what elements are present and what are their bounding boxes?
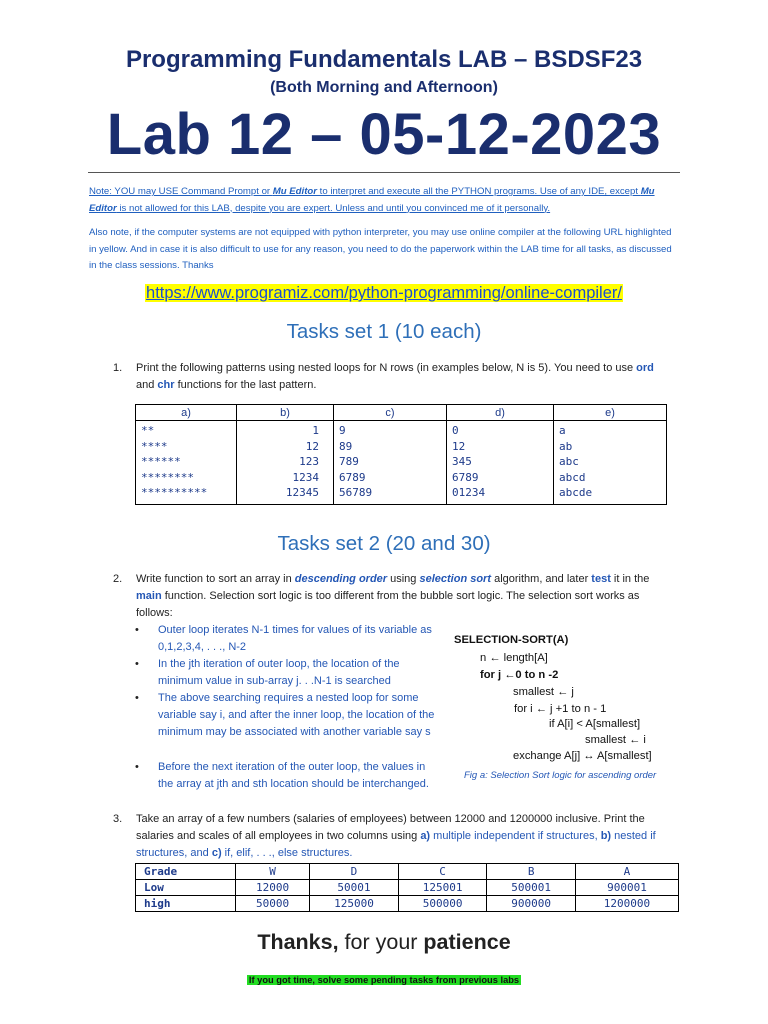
patterns-header-d: d) [447, 405, 554, 421]
high-cell: 1200000 [575, 896, 678, 912]
bullet-2-text: In the jth iteration of outer loop, the location of the minimum value in sub-array j. . .N-1 is searched [158, 658, 400, 687]
task-1-text-b: functions for the last pattern. [174, 379, 317, 391]
bullet-nested-loop [135, 690, 440, 741]
figure-caption: Fig a: Selection Sort logic for ascending order [464, 770, 657, 781]
pattern-col-a [136, 421, 237, 505]
bullet-dot: • [135, 761, 139, 773]
grade-cell: D [310, 864, 399, 880]
bullet-interchange [135, 759, 440, 793]
pattern-e-row-3: abc [559, 455, 579, 468]
pattern-a-row-5: ********** [141, 486, 208, 499]
algorithm-line-5: if A[i] < A[smallest] [549, 718, 641, 730]
selection-sort-figure [452, 630, 672, 770]
pattern-col-d [447, 421, 554, 505]
patterns-header-c: c) [334, 405, 447, 421]
pattern-c-row-3: 789 [339, 455, 359, 468]
pattern-col-b [237, 421, 334, 505]
pattern-b-row-5: 12345 [285, 486, 319, 499]
grade-row [136, 864, 679, 880]
option-a-label: a) [420, 830, 431, 842]
pattern-c-row-1: 9 [339, 424, 346, 437]
algorithm-line-7: exchange A[j] ↔ A[smallest] [513, 750, 652, 762]
pattern-a-row-1: ** [141, 424, 155, 437]
pattern-c-row-2: 89 [339, 439, 353, 453]
pending-tasks-text: If you got time, solve some pending tasks from previous labs [248, 975, 520, 985]
grade-cell: B [487, 864, 576, 880]
option-c-label: c) [211, 847, 222, 859]
note-ide-text-b: to interpret and execute all the PYTHON programs. Use of any IDE, except [317, 186, 641, 197]
algorithm-line-1: n ← length[A] [480, 652, 548, 664]
task-3-text-c: nested if structures, and [136, 830, 656, 859]
high-row [136, 896, 679, 912]
session-subtitle: (Both Morning and Afternoon) [270, 79, 498, 96]
thanks-line [0, 930, 768, 955]
selection-sort-emph: selection sort [419, 573, 492, 585]
patterns-header-row [136, 405, 667, 421]
patterns-header-a: a) [136, 405, 237, 421]
low-cell: 500001 [487, 880, 576, 896]
tasks-set-1-heading: Tasks set 1 (10 each) [286, 320, 482, 343]
bullet-dot: • [135, 692, 139, 704]
pattern-d-row-5: 01234 [452, 486, 486, 499]
pattern-a-row-2: **** [141, 439, 168, 453]
task-2-text-d: it in the [610, 573, 650, 585]
thanks-word: Thanks, [257, 930, 339, 954]
pattern-d-row-2: 12 [452, 439, 466, 453]
patterns-body-row [136, 421, 667, 505]
pattern-c-row-5: 56789 [339, 486, 373, 499]
patterns-table [135, 404, 667, 505]
algorithm-line-2: for j ←0 to n -2 [480, 669, 559, 681]
pattern-b-row-2: 12 [305, 439, 319, 453]
grade-cell: A [575, 864, 678, 880]
grade-row-label: Grade [136, 864, 236, 880]
pattern-e-row-5: abcde [559, 486, 593, 499]
task-2-text-a: Write function to sort an array in [136, 573, 295, 585]
patterns-header-e: e) [554, 405, 667, 421]
high-cell: 500000 [398, 896, 487, 912]
title-divider [88, 172, 680, 173]
task-3 [113, 811, 671, 862]
pending-tasks-note [0, 970, 768, 988]
main-emph: main [136, 590, 162, 602]
task-2-text-e: function. Selection sort logic is too different from the bubble sort logic. The selection sort works as follows: [136, 590, 640, 619]
note-ide-text-a: Note: YOU may USE Command Prompt or [89, 186, 273, 197]
low-cell: 12000 [236, 880, 310, 896]
pattern-d-row-1: 0 [452, 424, 459, 437]
task-2-text-c: algorithm, and later [491, 573, 592, 585]
low-cell: 50001 [310, 880, 399, 896]
pattern-b-row-3: 123 [299, 455, 319, 468]
lab-title: Lab 12 – 05-12-2023 [106, 102, 662, 167]
patterns-header-b: b) [237, 405, 334, 421]
mu-editor-emph-2: Mu Editor [89, 186, 655, 214]
pattern-b-row-1: 1 [312, 424, 319, 437]
pattern-col-e [554, 421, 667, 505]
pattern-d-row-3: 345 [452, 455, 472, 468]
bullet-4-text: Before the next iteration of the outer loop, the values in the array at jth and sth location should be interchanged. [158, 761, 429, 790]
task-1-number: 1. [113, 362, 123, 374]
task-1-text-a: Print the following patterns using nested loops for N rows (in examples below, N is 5). You need to use [136, 362, 637, 374]
bullet-dot: • [135, 658, 139, 670]
high-cell: 50000 [236, 896, 310, 912]
task-1-text-and: and [136, 379, 158, 391]
pattern-e-row-4: abcd [559, 470, 586, 484]
pattern-b-row-4: 1234 [292, 470, 319, 484]
course-title: Programming Fundamentals LAB – BSDSF23 [125, 46, 643, 73]
task-2-text-b: using [387, 573, 420, 585]
tasks-set-2-heading: Tasks set 2 (20 and 30) [277, 532, 491, 555]
algorithm-line-3: smallest ← j [513, 686, 574, 698]
mu-editor-emph-1: Mu Editor [272, 186, 317, 197]
pattern-col-c [334, 421, 447, 505]
bullet-outer-loop [135, 622, 440, 656]
low-row [136, 880, 679, 896]
pattern-a-row-3: ****** [141, 455, 181, 468]
bullet-3-text: The above searching requires a nested loop for some variable say i, and after the inner loop, the location of the minimum may be associated with another variable say s [158, 692, 435, 738]
task-3-number: 3. [113, 813, 123, 825]
pattern-c-row-4: 6789 [339, 470, 366, 484]
descending-order-emph: descending order [294, 573, 388, 585]
pattern-a-row-4: ******** [141, 470, 194, 484]
note-ide [89, 184, 681, 217]
compiler-url-link[interactable]: https://www.programiz.com/python-programming/online-compiler/ [146, 284, 622, 302]
bullet-1-text: Outer loop iterates N-1 times for values of its variable as 0,1,2,3,4, . . ., N-2 [158, 624, 432, 653]
task-3-text-d: if, elif, . . ., else structures. [221, 847, 353, 859]
algorithm-line-6: smallest ← i [585, 734, 646, 746]
patience-word: patience [423, 930, 511, 954]
grade-cell: C [398, 864, 487, 880]
task-1 [113, 360, 671, 394]
note-ide-text-c: is not allowed for this LAB, despite you are expert. Unless and until you convinced me of it personally. [116, 202, 551, 214]
task-3-text-b: multiple independent if structures, [430, 830, 601, 842]
task-2-number: 2. [113, 573, 123, 585]
note-online-compiler: Also note, if the computer systems are not equipped with python interpreter, you may use online compiler at the following URL highlighted in yellow. And in case it is also difficult to use for any reason, you need to do the paperwork within the LAB time for all tasks, as discussed in the class sessions. Thanks [89, 227, 672, 271]
bullet-jth-iteration [135, 656, 440, 690]
low-cell: 900001 [575, 880, 678, 896]
bullet-dot: • [135, 624, 139, 636]
low-row-label: Low [136, 880, 236, 896]
chr-keyword: chr [157, 379, 175, 391]
pattern-d-row-4: 6789 [452, 470, 479, 484]
test-emph: test [591, 573, 611, 585]
grade-cell: W [236, 864, 310, 880]
option-b-label: b) [600, 830, 612, 842]
grade-table [135, 863, 679, 912]
algorithm-line-4: for i ← j +1 to n - 1 [514, 703, 607, 715]
high-cell: 900000 [487, 896, 576, 912]
low-cell: 125001 [398, 880, 487, 896]
task-3-text-a: Take an array of a few numbers (salaries of employees) between 12000 and 1200000 inclusive. Print the salaries and scales of all employees in two columns using [136, 813, 645, 842]
for-your-text: for your [338, 930, 424, 954]
high-cell: 125000 [310, 896, 399, 912]
pattern-e-row-2: ab [559, 439, 573, 453]
task-2 [113, 571, 671, 622]
high-row-label: high [136, 896, 236, 912]
algorithm-title: SELECTION-SORT(A) [454, 634, 569, 646]
compiler-url[interactable] [0, 284, 768, 303]
ord-keyword: ord [636, 362, 654, 374]
pattern-e-row-1: a [559, 424, 566, 437]
